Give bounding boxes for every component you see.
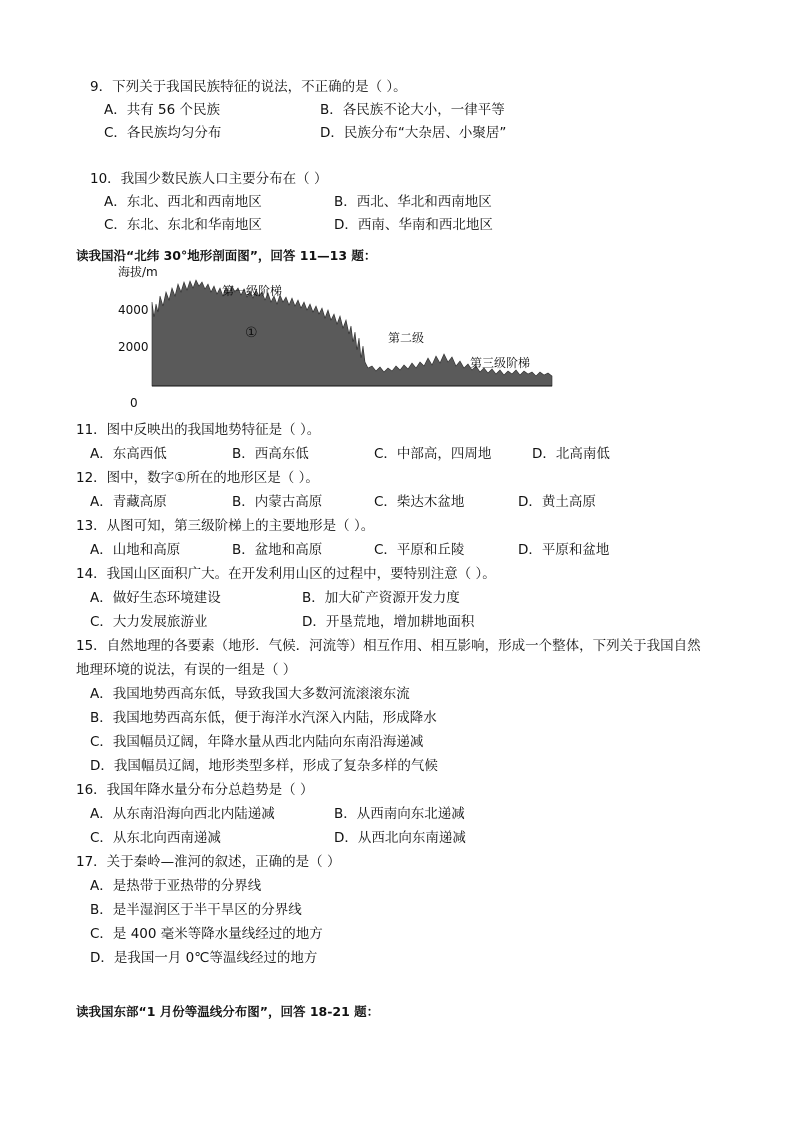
- q13-stem: 13．从图可知，第三级阶梯上的主要地形是（ ）。: [76, 518, 375, 534]
- q17-option-d: D．是我国一月 0℃等温线经过的地方: [90, 950, 318, 966]
- q11-option-c: C．中部高，四周地: [374, 446, 492, 462]
- q10-option-b: B．西北、华北和西南地区: [334, 194, 492, 210]
- q15-stem-line2: 地理环境的说法，有误的一组是（ ）: [76, 662, 297, 678]
- q16-stem: 16．我国年降水量分布分总趋势是（ ）: [76, 782, 314, 798]
- q16-option-c: C．从东北向西南递减: [90, 830, 221, 846]
- q10-option-d: D．西南、华南和西北地区: [334, 217, 493, 233]
- y-axis-title: 海拔/m: [118, 265, 158, 279]
- q15-option-c: C．我国幅员辽阔，年降水量从西北内陆向东南沿海递减: [90, 734, 424, 750]
- q16-option-b: B．从西南向东北递减: [334, 806, 465, 822]
- q14-option-d: D．开垦荒地，增加耕地面积: [302, 614, 475, 630]
- q10-option-c: C．东北、东北和华南地区: [104, 217, 262, 233]
- q17-option-a: A．是热带于亚热带的分界线: [90, 878, 262, 894]
- q13-option-d: D．平原和盆地: [518, 542, 610, 558]
- q16-option-d: D．从西北向东南递减: [334, 830, 466, 846]
- y-tick-0: 0: [130, 396, 138, 410]
- q16-option-a: A．从东南沿海向西北内陆递减: [90, 806, 275, 822]
- q14-option-a: A．做好生态环境建设: [90, 590, 221, 606]
- label-first-step: 第一级阶梯: [222, 284, 283, 298]
- q11-option-a: A．东高西低: [90, 446, 167, 462]
- q10-option-a: A．东北、西北和西南地区: [104, 194, 262, 210]
- q17-option-b: B．是半湿润区于半干旱区的分界线: [90, 902, 302, 918]
- q13-option-a: A．山地和高原: [90, 542, 181, 558]
- q14-option-b: B．加大矿产资源开发力度: [302, 590, 460, 606]
- y-tick-4000: 4000: [118, 303, 149, 317]
- q9-option-c: C．各民族均匀分布: [104, 125, 222, 141]
- label-third-step: 第三级阶梯: [470, 356, 531, 370]
- q14-stem: 14．我国山区面积广大。在开发利用山区的过程中，要特别注意（ ）。: [76, 566, 496, 582]
- label-second-step: 第二级: [388, 331, 425, 345]
- q11-option-b: B．西高东低: [232, 446, 309, 462]
- q11-option-d: D．北高南低: [532, 446, 610, 462]
- q12-option-a: A．青藏高原: [90, 494, 167, 510]
- q9-stem: 9．下列关于我国民族特征的说法，不正确的是（ ）。: [90, 79, 407, 95]
- q15-stem-line1: 15．自然地理的各要素（地形．气候．河流等）相互作用、相互影响，形成一个整体，下列关于我国自然: [76, 638, 701, 654]
- q15-option-d: D．我国幅员辽阔，地形类型多样，形成了复杂多样的气候: [90, 758, 438, 774]
- q17-stem: 17．关于秦岭—淮河的叙述，正确的是（ ）: [76, 854, 341, 870]
- q12-option-d: D．黄土高原: [518, 494, 596, 510]
- instruction-11-13: 读我国沿“北纬 30°地形剖面图”，回答 11—13 题：: [76, 248, 377, 263]
- label-circle-1: ①: [245, 325, 258, 341]
- terrain-profile-shape: [152, 280, 552, 386]
- q14-option-c: C．大力发展旅游业: [90, 614, 208, 630]
- y-tick-2000: 2000: [118, 340, 149, 354]
- q13-option-c: C．平原和丘陵: [374, 542, 465, 558]
- q9-option-b: B．各民族不论大小，一律平等: [320, 102, 505, 118]
- instruction-18-21: 读我国东部“1 月份等温线分布图”，回答 18-21 题：: [76, 1004, 380, 1019]
- q17-option-c: C．是 400 毫米等降水量线经过的地方: [90, 926, 323, 942]
- q11-stem: 11．图中反映出的我国地势特征是（ ）。: [76, 422, 321, 438]
- q15-option-b: B．我国地势西高东低，便于海洋水汽深入内陆，形成降水: [90, 710, 437, 726]
- q15-option-a: A．我国地势西高东低，导致我国大多数河流滚滚东流: [90, 686, 410, 702]
- q12-option-c: C．柴达木盆地: [374, 494, 465, 510]
- terrain-profile-figure: [110, 262, 570, 412]
- q12-option-b: B．内蒙古高原: [232, 494, 323, 510]
- q10-stem: 10．我国少数民族人口主要分布在（ ）: [90, 171, 328, 187]
- q9-option-d: D．民族分布“大杂居、小聚居”: [320, 125, 507, 141]
- q13-option-b: B．盆地和高原: [232, 542, 323, 558]
- q12-stem: 12．图中，数字①所在的地形区是（ ）。: [76, 470, 319, 486]
- q9-option-a: A．共有 56 个民族: [104, 102, 220, 118]
